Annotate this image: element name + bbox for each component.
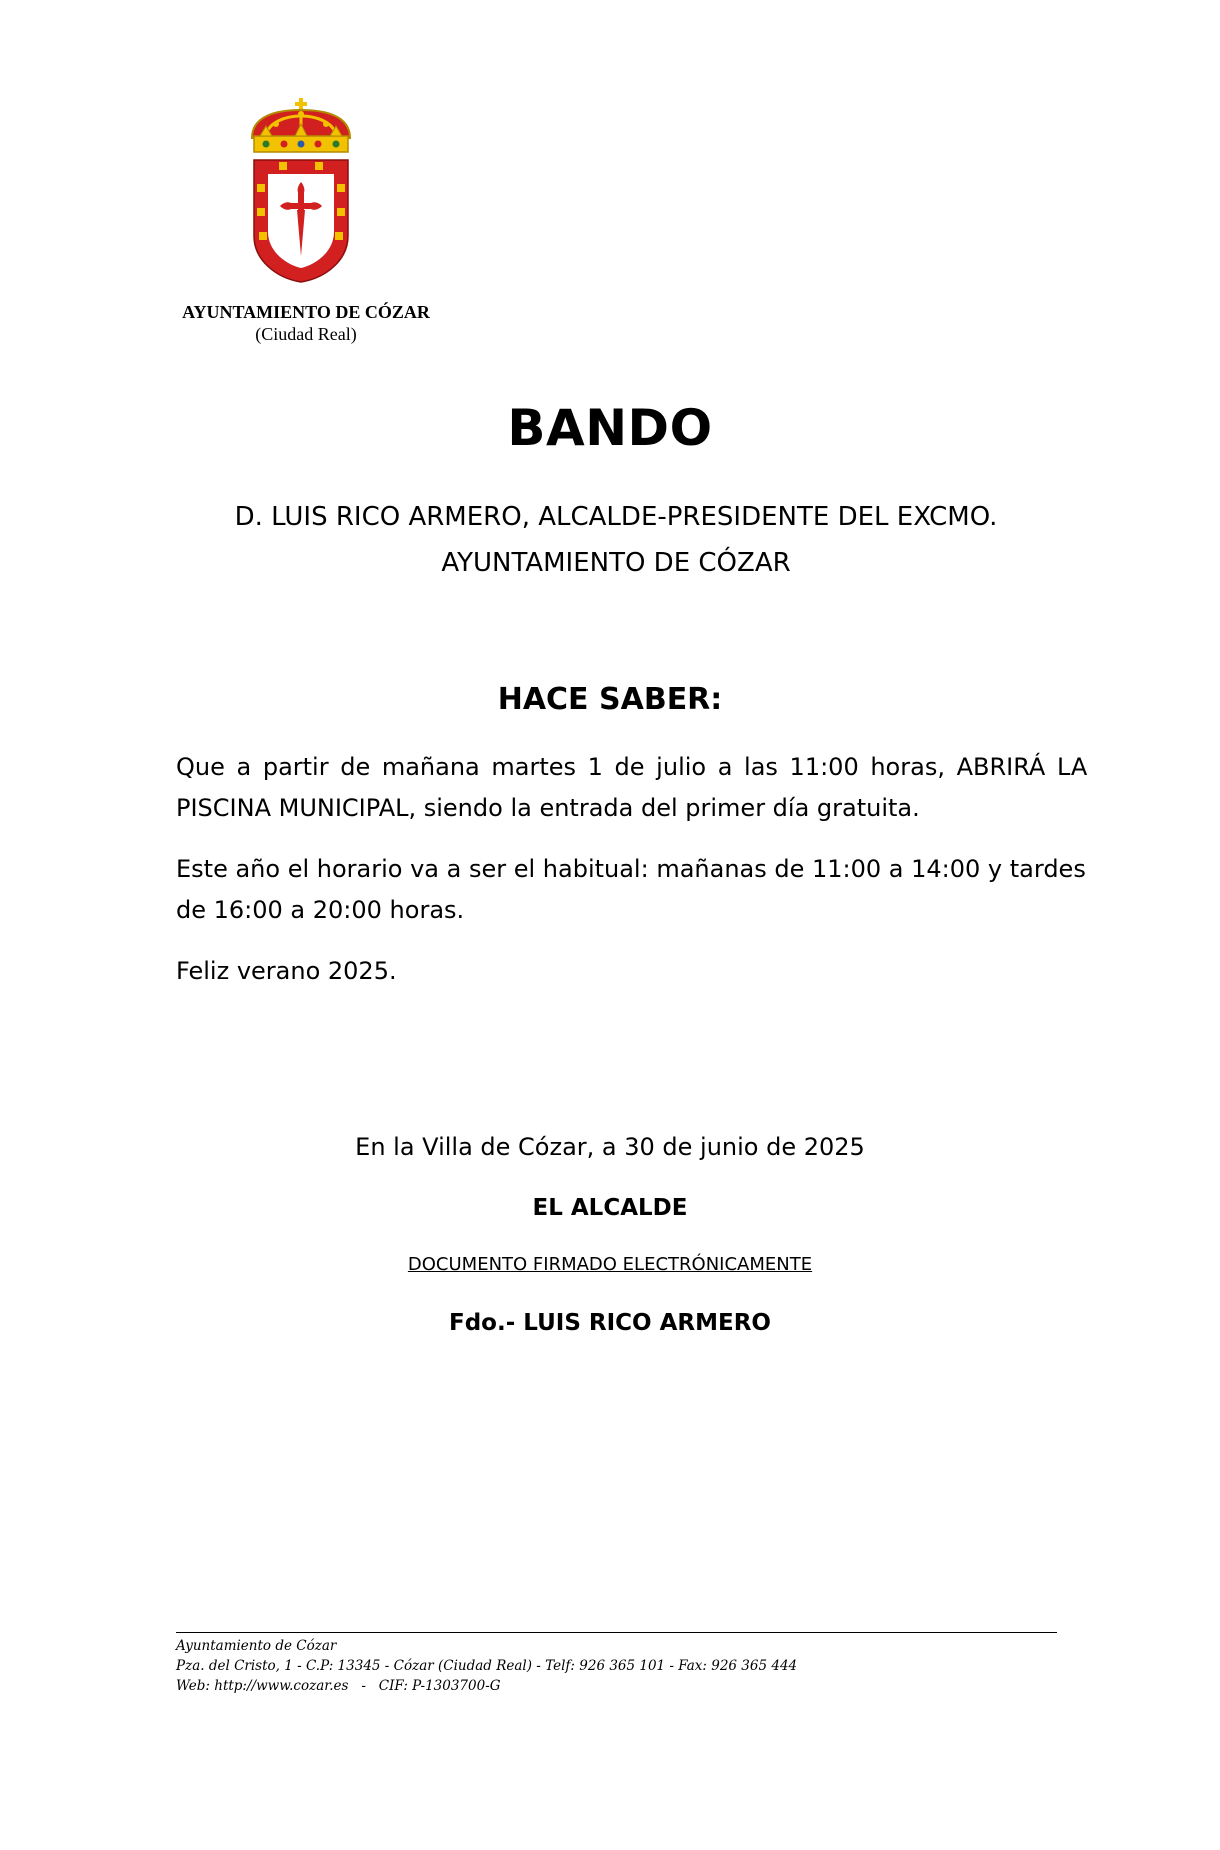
organization-region: (Ciudad Real) <box>255 324 357 344</box>
signer-role: EL ALCALDE <box>532 1195 688 1221</box>
paragraph-line: Feliz verano 2025. <box>176 957 397 985</box>
issuer-line: AYUNTAMIENTO DE CÓZAR <box>441 548 791 578</box>
organization-name: AYUNTAMIENTO DE CÓZAR <box>182 302 430 322</box>
paragraph-line: Que a partir de mañana martes 1 de julio a las 11:00 horas, ABRIRÁ LA <box>176 753 1088 781</box>
paragraph-line: de 16:00 a 20:00 horas. <box>176 896 465 924</box>
place-and-date: En la Villa de Cózar, a 30 de junio de 2025 <box>355 1133 865 1161</box>
footer-line: Pza. del Cristo, 1 - C.P: 13345 - Cózar (Ciudad Real) - Telf: 926 365 101 - Fax: 926 365 444 <box>176 1658 798 1674</box>
coat-of-arms-icon <box>246 96 356 286</box>
electronic-signature-note: DOCUMENTO FIRMADO ELECTRÓNICAMENTE <box>407 1254 813 1275</box>
issuer-block <box>176 494 1056 586</box>
issuer-line: D. LUIS RICO ARMERO, ALCALDE-PRESIDENTE DEL EXCMO. <box>234 502 998 532</box>
footer-line: Web: http://www.cozar.es - CIF: P-1303700-G <box>176 1678 501 1694</box>
footer-divider <box>176 1632 1057 1633</box>
paragraph-opening <box>176 747 1088 829</box>
paragraph-line: PISCINA MUNICIPAL, siendo la entrada del primer día gratuita. <box>176 794 920 822</box>
paragraph-closing <box>176 951 1056 992</box>
section-heading: HACE SABER: <box>497 682 723 717</box>
footer-line: Ayuntamiento de Cózar <box>176 1638 337 1654</box>
footer <box>176 1636 1057 1696</box>
signed-by: Fdo.- LUIS RICO ARMERO <box>449 1310 771 1336</box>
document-title: BANDO <box>507 399 713 457</box>
paragraph-line: Este año el horario va a ser el habitual: mañanas de 11:00 a 14:00 y tardes <box>176 855 1086 883</box>
paragraph-schedule <box>176 849 1086 931</box>
